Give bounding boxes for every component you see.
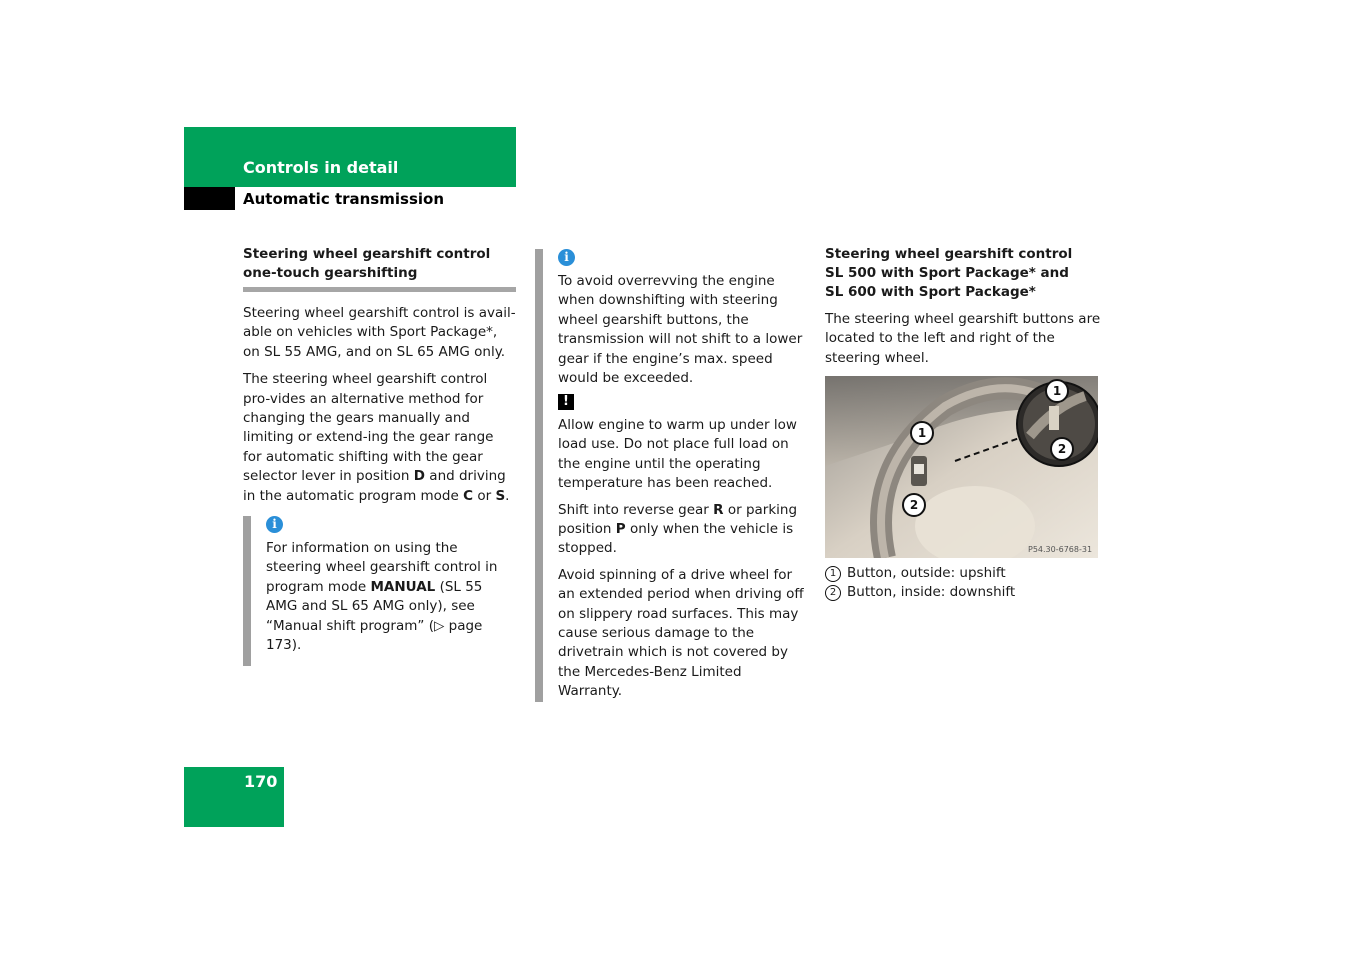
page-number: 170: [244, 772, 278, 791]
warning-note: [535, 394, 808, 702]
right-heading: Steering wheel gearshift control SL 500 with Sport Package* and SL 600 with Sport Package*: [825, 246, 1073, 300]
callout-1-inset: 1: [1045, 379, 1069, 403]
heading-rule: [243, 287, 516, 292]
warning-para-1: Allow engine to warm up under low load use. Do not place full load on the engine until the operating temperature has been reached.: [558, 417, 797, 492]
right-intro: The steering wheel gearshift buttons are located to the left and right of the steering wheel.: [825, 311, 1101, 366]
figure-legend: [825, 564, 1105, 603]
middle-info-text: To avoid overrevving the engine when downshifting with steering wheel gearshift buttons, the transmission will not shift to a lower gear if the engine’s max. speed would be exceeded.: [558, 273, 803, 387]
legend-item: 1 Button, outside: upshift: [825, 564, 1105, 583]
header-marker: [184, 187, 235, 210]
warning-para-3: Avoid spinning of a drive wheel for an extended period when driving off on slippery road surfaces. This may cause serious damage to the drivetrain which is not covered by the Mercedes-Benz Limited Warranty.: [558, 566, 804, 700]
info-icon: i: [266, 516, 283, 533]
steering-wheel-illustration: [825, 376, 1098, 558]
left-column: [243, 245, 516, 514]
left-heading: Steering wheel gearshift control one-touch gearshifting: [243, 246, 491, 281]
legend-item: 2 Button, inside: downshift: [825, 583, 1105, 602]
subsection-title: Automatic transmission: [243, 190, 444, 208]
warning-icon: !: [558, 394, 574, 410]
info-icon: i: [558, 249, 575, 266]
callout-1: 1: [910, 421, 934, 445]
section-title: Controls in detail: [243, 158, 399, 177]
left-para-2: The steering wheel gearshift control pro-vides an alternative method for changing the gears manually and limiting or extend-ing the gear range for automatic shifting with the gear selector lever in position D and driving in the automatic program mode C or S.: [243, 371, 510, 504]
callout-2: 2: [902, 493, 926, 517]
figure-code: P54.30-6768-31: [1028, 545, 1093, 554]
callout-2-inset: 2: [1050, 437, 1074, 461]
warning-para-2: Shift into reverse gear R or parking position P only when the vehicle is stopped.: [558, 501, 798, 557]
middle-info-note: [535, 249, 808, 397]
left-para-1: Steering wheel gearshift control is avail-able on vehicles with Sport Package*, on SL 55 AMG, and on SL 65 AMG only.: [243, 305, 516, 360]
header-bar: [184, 127, 516, 187]
right-column: [825, 245, 1105, 376]
steering-wheel-photo: [825, 376, 1098, 558]
left-info-text: For information on using the steering wheel gearshift control in program mode MANUAL (SL 55 AMG and SL 65 AMG only), see “Manual shift program” (▷ page 173).: [266, 540, 498, 654]
left-info-note: [243, 516, 516, 666]
